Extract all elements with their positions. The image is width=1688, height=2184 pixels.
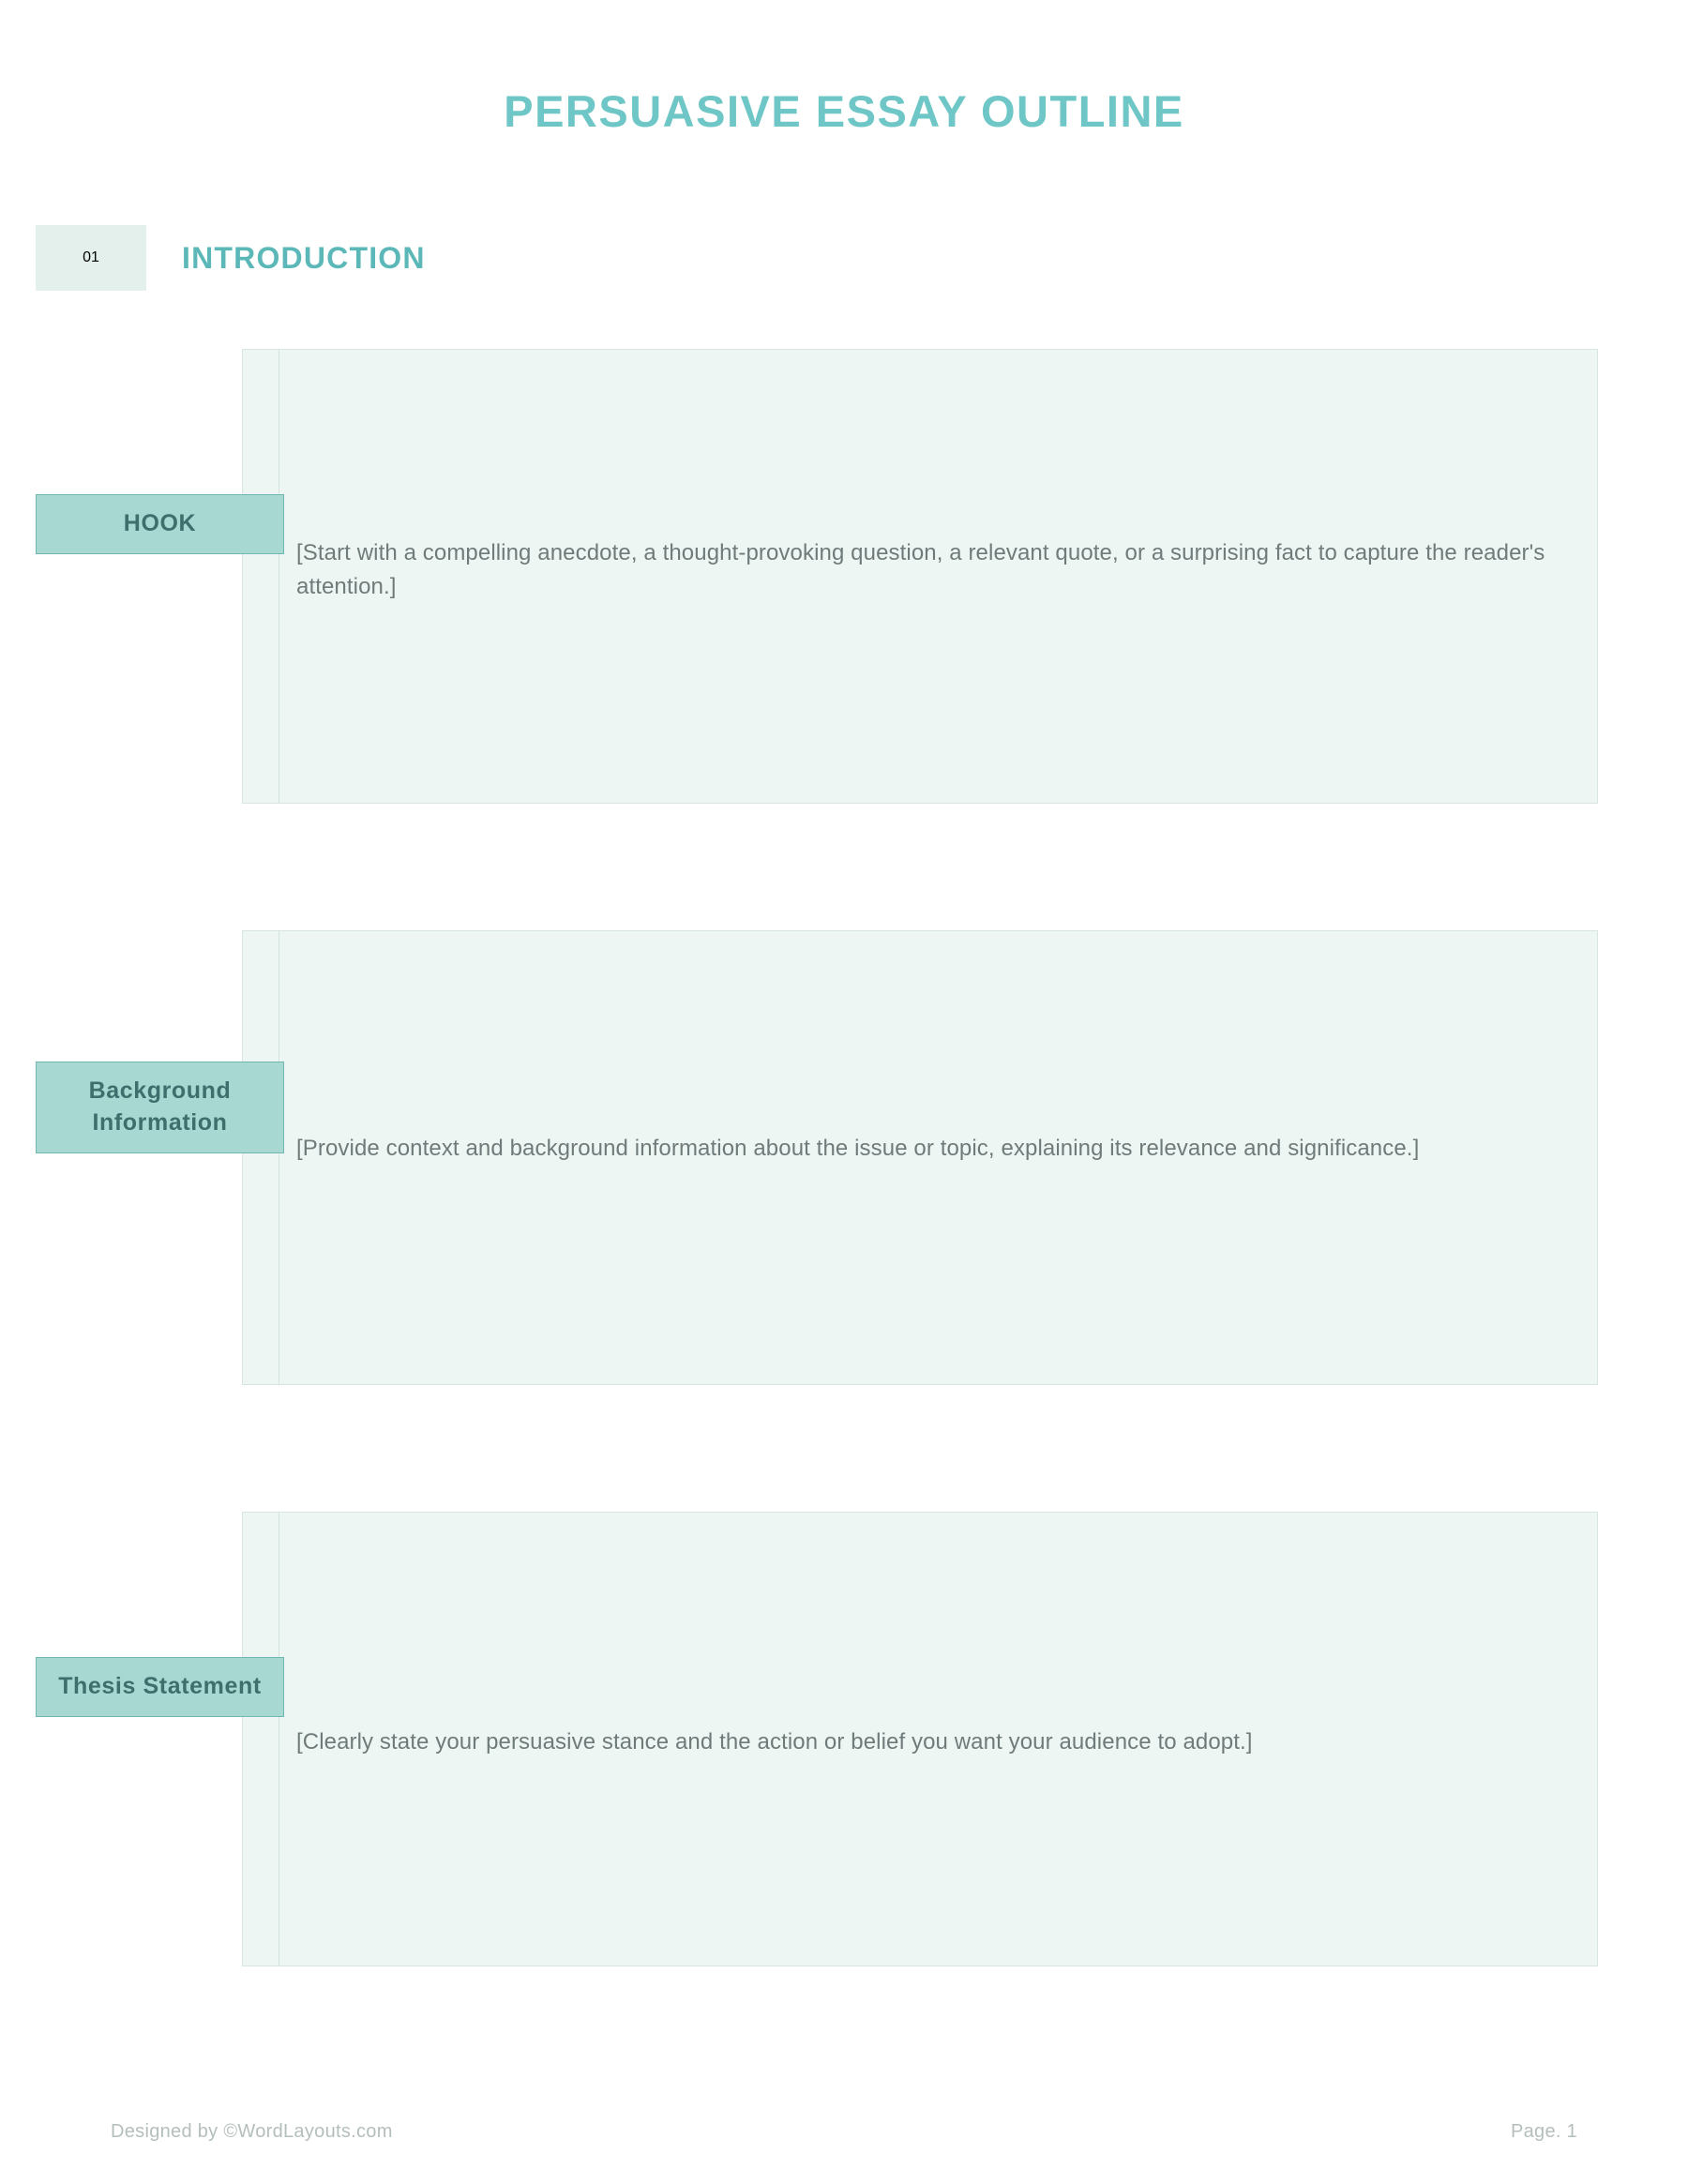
page-footer — [0, 2121, 1688, 2143]
section-number: 01 — [83, 249, 99, 266]
footer-page-number: Page. 1 — [1510, 2121, 1577, 2142]
block-label-thesis-statement: Thesis Statement — [36, 1657, 284, 1717]
block-placeholder-hook[interactable]: [Start with a compelling anecdote, a thought-provoking question, a relevant quote, or a surprising fact to capture the reader's attention.] — [296, 540, 1545, 599]
block-label-background-information: Background Information — [36, 1062, 284, 1153]
section-title: INTRODUCTION — [182, 240, 426, 275]
section-header — [36, 225, 1688, 291]
block-placeholder-thesis-statement[interactable]: [Clearly state your persuasive stance and the action or belief you want your audience to adopt.] — [296, 1729, 1253, 1755]
outline-block-hook — [0, 349, 1688, 804]
page-title: PERSUASIVE ESSAY OUTLINE — [504, 86, 1184, 137]
footer-credit: Designed by ©WordLayouts.com — [111, 2121, 393, 2142]
outline-block-background-information — [0, 930, 1688, 1385]
section-number-box — [36, 225, 146, 291]
outline-blocks — [0, 349, 1688, 1966]
block-placeholder-background-information[interactable]: [Provide context and background information about the issue or topic, explaining its relevance and significance.] — [296, 1136, 1420, 1162]
outline-block-thesis-statement — [0, 1512, 1688, 1966]
block-label-hook: HOOK — [36, 494, 284, 554]
